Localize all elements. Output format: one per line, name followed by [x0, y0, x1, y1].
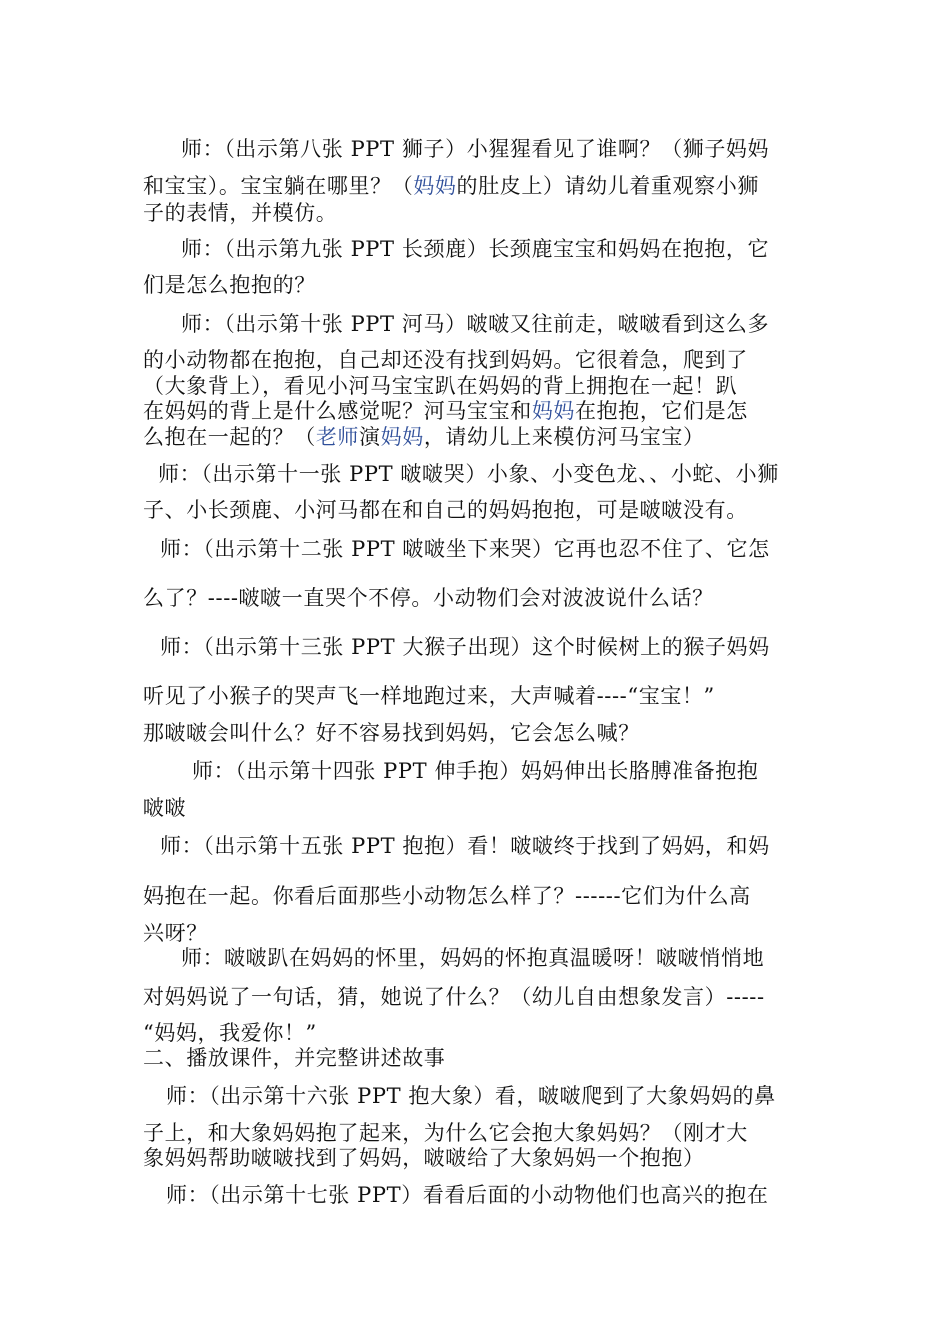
text-line: 师：（出示第九张 PPT 长颈鹿）长颈鹿宝宝和妈妈在抱抱，它 [181, 237, 770, 261]
text-line: 师：（出示第十四张 PPT 伸手抱）妈妈伸出长胳膊准备抱抱 [192, 759, 759, 783]
text-line: 师：（出示第十二张 PPT 啵啵坐下来哭）它再也忍不住了、它怎 [160, 537, 770, 561]
text-line: 听见了小猴子的哭声飞一样地跑过来，大声喊着----“宝宝！” [143, 684, 715, 708]
text-line: 师：（出示第十七张 PPT）看看后面的小动物他们也高兴的抱在 [166, 1183, 769, 1207]
text-line: 么了？----啵啵一直哭个不停。小动物们会对波波说什么话？ [143, 586, 714, 610]
text-line: 们是怎么抱抱的？ [143, 273, 316, 297]
text-line: 妈抱在一起。你看后面那些小动物怎么样了？------它们为什么高 [143, 884, 751, 908]
text-line: 那啵啵会叫什么？好不容易找到妈妈，它会怎么喊？ [143, 721, 640, 745]
text-line: 对妈妈说了一句话，猜，她说了什么？（幼儿自由想象发言）----- [143, 985, 765, 1009]
text-line: 师：（出示第十三张 PPT 大猴子出现）这个时候树上的猴子妈妈 [160, 635, 770, 659]
text-line: 在妈妈的背上是什么感觉呢？河马宝宝和妈妈在抱抱，它们是怎 [143, 399, 748, 423]
text-line: 师：（出示第八张 PPT 狮子）小猩猩看见了谁啊？（狮子妈妈 [181, 137, 770, 161]
text-line: 子的表情，并模仿。 [143, 201, 338, 225]
text-line: 子、小长颈鹿、小河马都在和自己的妈妈抱抱，可是啵啵没有。 [143, 498, 748, 522]
text-line: 兴呀？ [143, 921, 208, 945]
text-line: “妈妈，我爱你！” [143, 1021, 317, 1045]
text-line: 啵啵 [143, 796, 187, 820]
text-line: 师：（出示第十张 PPT 河马）啵啵又往前走，啵啵看到这么多 [181, 312, 770, 336]
section-heading: 二、播放课件，并完整讲述故事 [143, 1046, 446, 1070]
text-line: 师：（出示第十一张 PPT 啵啵哭）小象、小变色龙、、小蛇、小狮 [158, 462, 779, 486]
text-line: 象妈妈帮助啵啵找到了妈妈，啵啵给了大象妈妈一个抱抱） [143, 1146, 705, 1170]
text-line: 师：（出示第十五张 PPT 抱抱）看！啵啵终于找到了妈妈，和妈 [160, 834, 770, 858]
text-line: （大象背上），看见小河马宝宝趴在妈妈的背上拥抱在一起！趴 [143, 374, 738, 398]
text-line: 师：啵啵趴在妈妈的怀里，妈妈的怀抱真温暖呀！啵啵悄悄地 [181, 946, 765, 970]
text-line: 的小动物都在抱抱，自己却还没有找到妈妈。它很着急，爬到了 [143, 348, 748, 372]
text-line: 么抱在一起的？（老师演妈妈，请幼儿上来模仿河马宝宝） [143, 425, 705, 449]
text-line: 子上，和大象妈妈抱了起来，为什么它会抱大象妈妈？（刚才大 [143, 1121, 748, 1145]
text-line: 师：（出示第十六张 PPT 抱大象）看，啵啵爬到了大象妈妈的鼻 [166, 1084, 776, 1108]
text-line: 和宝宝）。宝宝躺在哪里？（妈妈的肚皮上）请幼儿着重观察小狮 [143, 174, 759, 198]
